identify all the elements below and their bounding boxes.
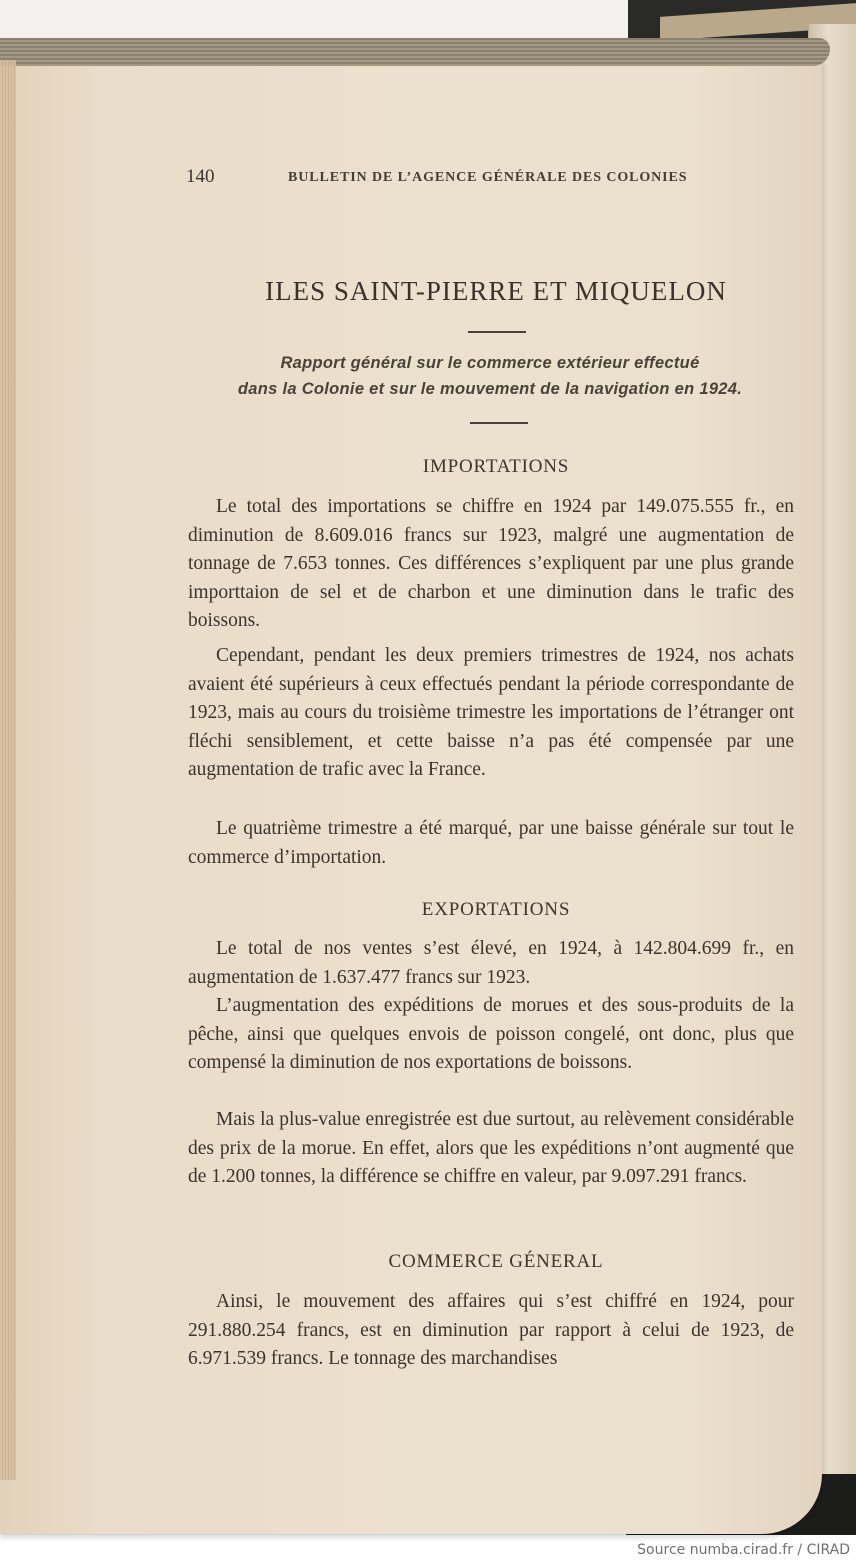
paragraph-text: L’augmentation des expéditions de morues et des sous-produits de la pêche, ainsi que quelques envois de poisson congelé, ont donc, plus que compensé la diminution de nos exportations de boissons. (188, 995, 794, 1074)
journal-title: BULLETIN DE L’AGENCE GÉNÉRALE DES COLONIES (288, 170, 688, 185)
paragraph-text: Le total de nos ventes s’est élevé, en 1924, à 142.804.699 fr., en augmentation de 1.637.477 francs sur 1923. (188, 938, 794, 988)
paragraph (188, 1288, 794, 1374)
paragraph-text: Ainsi, le mouvement des affaires qui s’est chiffré en 1924, pour 291.880.254 francs, est en diminution par rapport à celui de 1923, de 6.971.539 francs. Le tonnage des marchandises (188, 1291, 794, 1370)
running-head (186, 166, 716, 190)
paragraph (188, 1106, 794, 1192)
divider-rule (470, 422, 528, 424)
article-subtitle-line-2: dans la Colonie et sur le mouvement de la navigation en 1924. (237, 380, 743, 398)
source-caption: Source numba.cirad.fr / CIRAD (637, 1542, 850, 1558)
paragraph (188, 815, 794, 872)
article-title: ILES SAINT-PIERRE ET MIQUELON (265, 276, 727, 306)
paragraph-text: Cependant, pendant les deux premiers trimestres de 1924, nos achats avaient été supérieurs à ceux effectués pendant la période correspondante de 1923, mais au cours du troisième trimestre les importations de l’étranger ont fléchi sensiblement, et cette baisse n’a pas été compensée par une augmentation de trafic avec la France. (188, 645, 794, 781)
paragraph (188, 493, 794, 636)
divider-rule (468, 331, 526, 333)
paragraph (188, 935, 794, 992)
paragraph-text: Mais la plus-value enregistrée est due surtout, au relèvement considérable des prix de la morue. En effet, alors que les expéditions n’ont augmenté que de 1.200 tonnes, la différence se chiffre en valeur, par 9.097.291 francs. (188, 1109, 794, 1188)
paragraph-text: Le total des importations se chiffre en 1924 par 149.075.555 fr., en diminution de 8.609.016 francs sur 1923, malgré une augmentation de tonnage de 7.653 tonnes. Ces différences s’expliquent par une plus grande importtaion de sel et de charbon et une diminution dans le trafic des boissons. (188, 496, 794, 632)
paragraph (188, 642, 794, 785)
section-heading-importations: IMPORTATIONS (422, 456, 570, 477)
paragraph-text: Le quatrième trimestre a été marqué, par une baisse générale sur tout le commerce d’importation. (188, 818, 794, 868)
page-number: 140 (186, 166, 215, 187)
section-heading-exportations: EXPORTATIONS (421, 899, 571, 920)
section-heading-commerce-general: COMMERCE GÉNERAL (388, 1251, 604, 1272)
article-subtitle-line-1: Rapport général sur le commerce extérieur effectué (280, 354, 700, 372)
paragraph (188, 992, 794, 1078)
